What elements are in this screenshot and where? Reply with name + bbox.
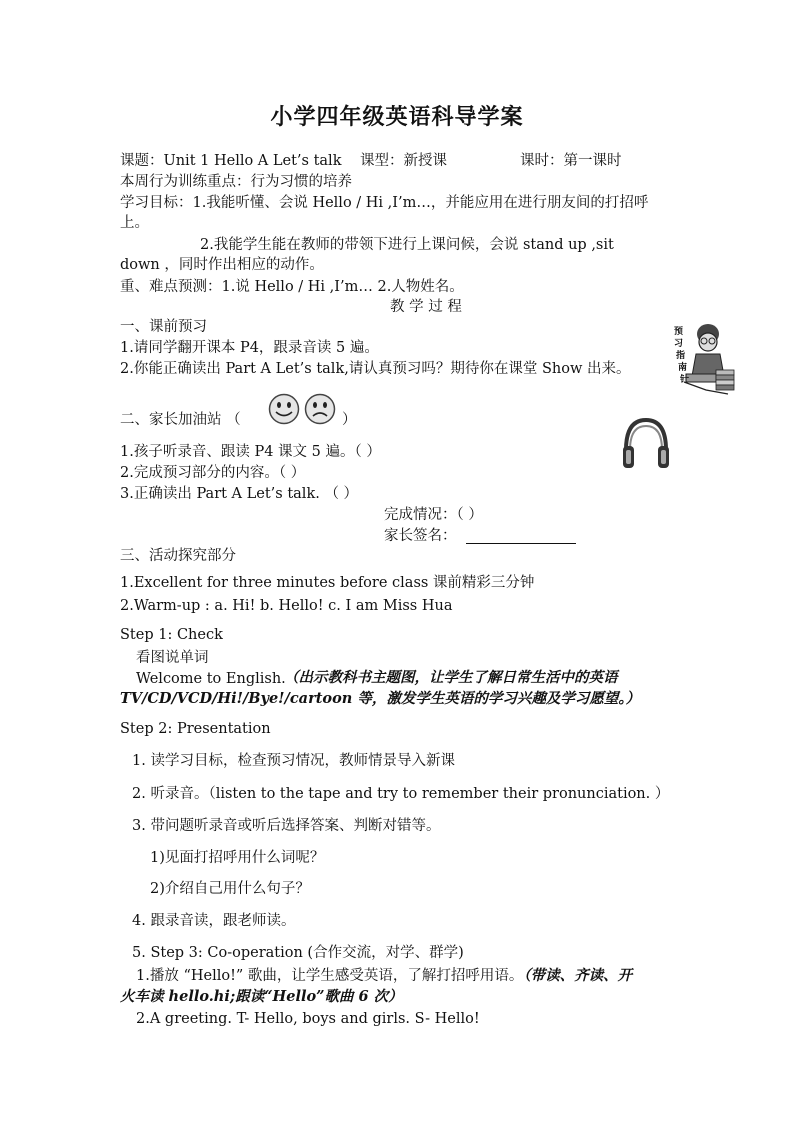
- parent-signature-line: [466, 527, 576, 544]
- goal-2-line-2: down ，同时作出相应的动作。: [120, 257, 324, 273]
- goal-1-line-2: 上。: [120, 215, 149, 231]
- preview-item-1: 1.请同学翻开课本 P4，跟录音读 5 遍。: [120, 340, 379, 356]
- page-title: 小学四年级英语科导学案: [270, 104, 524, 130]
- badge-char: 南: [678, 363, 688, 373]
- sad-face-icon: [306, 395, 335, 424]
- activity-item-2: 2.Warm-up : a. Hi! b. Hello! c. I am Miss Hua: [120, 598, 453, 614]
- step-3-item-1-text: 1.播放 “Hello!” 歌曲，让学生感受英语，了解打招呼用语。: [136, 968, 524, 984]
- step-2-title: Step 2: Presentation: [120, 721, 271, 737]
- badge-char: 习: [674, 339, 684, 349]
- parents-item-3: 3.正确读出 Part A Let’s talk. （ ）: [120, 486, 359, 502]
- preview-item-2: 2.你能正确读出 Part A Let’s talk,请认真预习吗？期待你在课堂 Show 出来。: [120, 361, 631, 377]
- step-1-title: Step 1: Check: [120, 627, 223, 643]
- parents-item-1: 1.孩子听录音、跟读 P4 课文 5 遍。（ ）: [120, 444, 381, 460]
- completion-status: 完成情况：（ ）: [384, 507, 483, 523]
- smile-face-icon: [270, 395, 299, 424]
- step-1-sub: 看图说单词: [136, 650, 209, 666]
- smiley-faces: [268, 393, 338, 425]
- lesson-period: 课时：第一课时: [520, 153, 622, 169]
- step-1-welcome: Welcome to English.: [136, 671, 286, 687]
- headphones-icon: [620, 416, 672, 472]
- lesson-type: 课型：新授课: [360, 153, 447, 169]
- parents-item-2: 2.完成预习部分的内容。（ ）: [120, 465, 306, 481]
- goal-2-line-1: 2.我能学生能在教师的带领下进行上课问候，会说 stand up ,sit: [200, 237, 614, 253]
- parents-heading: 二、家长加油站 （: [120, 412, 241, 428]
- step-1-note-line-2: TV/CD/VCD/Hi!/Bye!/cartoon 等，激发学生英语的学习兴趣及学习愿望。）: [120, 690, 641, 707]
- badge-char: 预: [674, 327, 684, 337]
- step-2-subitem: 2)介绍自己用什么句子？: [150, 881, 310, 897]
- step-2-item: 3. 带问题听录音或听后选择答案、判断对错等。: [132, 818, 441, 834]
- activity-item-1: 1.Excellent for three minutes before class 课前精彩三分钟: [120, 575, 535, 591]
- key-points: 重、难点预测：1.说 Hello / Hi ,I’m… 2.人物姓名。: [120, 279, 464, 295]
- step-1-note-line-1: （出示教科书主题图，让学生了解日常生活中的英语: [284, 669, 618, 686]
- step-2-item: 1. 读学习目标，检查预习情况，教师情景导入新课: [132, 753, 455, 769]
- process-title: 教 学 过 程: [390, 299, 462, 315]
- badge-char: 指: [676, 351, 686, 361]
- reading-guide-illustration: [672, 320, 736, 398]
- step-2-item: 4. 跟录音读，跟老师读。: [132, 913, 296, 929]
- badge-char: 针: [680, 375, 690, 385]
- activity-heading: 三、活动探究部分: [120, 548, 236, 564]
- lesson-topic: 课题：Unit 1 Hello A Let’s talk: [120, 153, 342, 169]
- step-3-item-2: 2.A greeting. T- Hello, boys and girls. S- Hello!: [136, 1011, 480, 1027]
- preview-heading: 一、课前预习: [120, 319, 207, 335]
- goal-1-line-1: 学习目标：1.我能听懂、会说 Hello / Hi ,I’m…，并能应用在进行朋友间的打招呼: [120, 195, 649, 211]
- weekly-focus: 本周行为训练重点：行为习惯的培养: [120, 174, 352, 190]
- parents-heading-end: ）: [342, 412, 357, 428]
- step-2-item: 2. 听录音。（listen to the tape and try to remember their pronunciation. ）: [132, 786, 670, 802]
- step-3-item-1: [136, 967, 632, 985]
- parent-signature-label: 家长签名：: [384, 528, 457, 544]
- step-3-item-1-note: （带读、齐读、开: [523, 967, 633, 984]
- step-2-subitem: 1)见面打招呼用什么词呢？: [150, 850, 325, 866]
- step-3-item-1-line-2: 火车读 hello.hi;跟读“Hello”歌曲 6 次）: [120, 988, 403, 1005]
- step-2-item: 5. Step 3: Co-operation (合作交流，对学、群学): [132, 945, 464, 961]
